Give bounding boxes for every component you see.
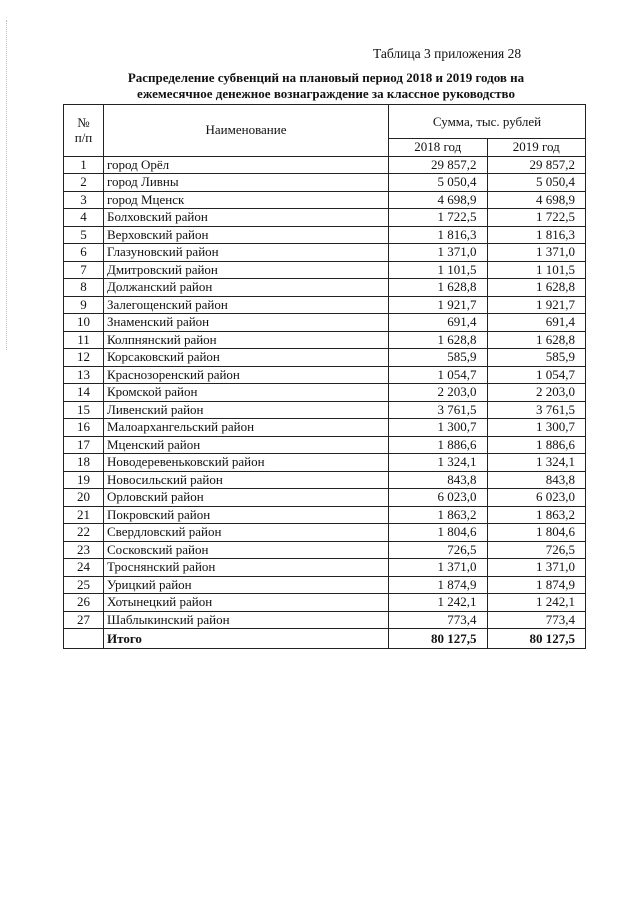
table-row (64, 279, 586, 297)
table-row (64, 541, 586, 559)
row-value-2019: 1 863,2 (487, 506, 586, 524)
row-number: 16 (64, 419, 104, 437)
row-name: Хотынецкий район (104, 594, 389, 612)
row-value-2018: 1 722,5 (389, 209, 488, 227)
row-number: 1 (64, 156, 104, 174)
row-name: город Орёл (104, 156, 389, 174)
row-number: 11 (64, 331, 104, 349)
table-row (64, 314, 586, 332)
row-name: Краснозоренский район (104, 366, 389, 384)
total-value-2019: 80 127,5 (487, 629, 586, 649)
row-value-2018: 726,5 (389, 541, 488, 559)
row-number: 8 (64, 279, 104, 297)
row-number: 20 (64, 489, 104, 507)
row-value-2018: 1 921,7 (389, 296, 488, 314)
row-value-2019: 6 023,0 (487, 489, 586, 507)
row-value-2018: 1 628,8 (389, 279, 488, 297)
row-number: 2 (64, 174, 104, 192)
row-value-2018: 1 300,7 (389, 419, 488, 437)
row-value-2018: 1 242,1 (389, 594, 488, 612)
row-value-2018: 585,9 (389, 349, 488, 367)
title-line-1: Распределение субвенций на плановый период 2018 и 2019 годов на (127, 70, 525, 85)
row-value-2019: 1 371,0 (487, 559, 586, 577)
row-number: 7 (64, 261, 104, 279)
row-value-2018: 843,8 (389, 471, 488, 489)
row-value-2018: 1 804,6 (389, 524, 488, 542)
table-row (64, 156, 586, 174)
row-name: Мценский район (104, 436, 389, 454)
row-value-2018: 29 857,2 (389, 156, 488, 174)
total-number-cell (64, 629, 104, 649)
row-value-2018: 1 628,8 (389, 331, 488, 349)
row-value-2018: 1 371,0 (389, 244, 488, 262)
table-row (64, 226, 586, 244)
row-name: город Мценск (104, 191, 389, 209)
row-number: 27 (64, 611, 104, 629)
row-name: Орловский район (104, 489, 389, 507)
row-value-2018: 1 816,3 (389, 226, 488, 244)
row-name: Ливенский район (104, 401, 389, 419)
row-name: Свердловский район (104, 524, 389, 542)
table-row (64, 576, 586, 594)
row-value-2019: 1 101,5 (487, 261, 586, 279)
row-name: Шаблыкинский район (104, 611, 389, 629)
table-row (64, 506, 586, 524)
row-value-2019: 1 628,8 (487, 279, 586, 297)
row-value-2019: 1 371,0 (487, 244, 586, 262)
row-name: Новосильский район (104, 471, 389, 489)
total-label: Итого (104, 629, 389, 649)
row-number: 13 (64, 366, 104, 384)
row-number: 23 (64, 541, 104, 559)
row-value-2019: 1 300,7 (487, 419, 586, 437)
table-row (64, 384, 586, 402)
row-name: Урицкий район (104, 576, 389, 594)
table-row (64, 559, 586, 577)
table-row (64, 471, 586, 489)
row-value-2018: 1 874,9 (389, 576, 488, 594)
row-number: 26 (64, 594, 104, 612)
table-row (64, 594, 586, 612)
row-number: 22 (64, 524, 104, 542)
row-number: 10 (64, 314, 104, 332)
document-title (60, 70, 592, 102)
row-name: Верховский район (104, 226, 389, 244)
table-row (64, 611, 586, 629)
table-row (64, 349, 586, 367)
row-value-2018: 1 101,5 (389, 261, 488, 279)
total-value-2018: 80 127,5 (389, 629, 488, 649)
row-value-2018: 2 203,0 (389, 384, 488, 402)
row-value-2018: 3 761,5 (389, 401, 488, 419)
row-value-2019: 1 242,1 (487, 594, 586, 612)
scan-margin-mark (6, 20, 8, 350)
row-number: 15 (64, 401, 104, 419)
row-number: 24 (64, 559, 104, 577)
table-row (64, 209, 586, 227)
header-row (64, 105, 586, 139)
table-body (64, 156, 586, 649)
row-name: Корсаковский район (104, 349, 389, 367)
row-name: Сосковский район (104, 541, 389, 559)
col-header-2018: 2018 год (389, 139, 488, 157)
row-number: 14 (64, 384, 104, 402)
row-name: Кромской район (104, 384, 389, 402)
row-value-2019: 726,5 (487, 541, 586, 559)
col-header-number-line2: п/п (74, 130, 93, 146)
table-row (64, 454, 586, 472)
row-number: 4 (64, 209, 104, 227)
table-row (64, 419, 586, 437)
row-value-2019: 1 816,3 (487, 226, 586, 244)
row-value-2019: 29 857,2 (487, 156, 586, 174)
col-header-sum: Сумма, тыс. рублей (389, 105, 586, 139)
row-name: Малоархангельский район (104, 419, 389, 437)
col-header-number-line1: № (77, 115, 90, 131)
row-number: 18 (64, 454, 104, 472)
row-value-2019: 1 722,5 (487, 209, 586, 227)
row-value-2019: 1 054,7 (487, 366, 586, 384)
row-number: 9 (64, 296, 104, 314)
row-name: Дмитровский район (104, 261, 389, 279)
row-name: город Ливны (104, 174, 389, 192)
row-value-2019: 3 761,5 (487, 401, 586, 419)
table-row (64, 296, 586, 314)
row-value-2018: 4 698,9 (389, 191, 488, 209)
row-value-2019: 1 874,9 (487, 576, 586, 594)
row-name: Должанский район (104, 279, 389, 297)
row-name: Новодеревеньковский район (104, 454, 389, 472)
row-number: 3 (64, 191, 104, 209)
row-value-2019: 773,4 (487, 611, 586, 629)
row-value-2019: 1 921,7 (487, 296, 586, 314)
table-row (64, 366, 586, 384)
row-number: 17 (64, 436, 104, 454)
table-row (64, 191, 586, 209)
row-name: Покровский район (104, 506, 389, 524)
row-value-2019: 1 628,8 (487, 331, 586, 349)
row-name: Болховский район (104, 209, 389, 227)
row-value-2018: 1 054,7 (389, 366, 488, 384)
subsidy-table (63, 104, 586, 649)
table-row (64, 244, 586, 262)
row-value-2018: 1 886,6 (389, 436, 488, 454)
row-name: Залегощенский район (104, 296, 389, 314)
row-value-2018: 691,4 (389, 314, 488, 332)
row-name: Колпнянский район (104, 331, 389, 349)
table-row (64, 174, 586, 192)
row-number: 12 (64, 349, 104, 367)
table-row (64, 436, 586, 454)
table-reference: Таблица 3 приложения 28 (373, 46, 522, 61)
table-row (64, 331, 586, 349)
title-line-2: ежемесячное денежное вознаграждение за классное руководство (137, 86, 515, 101)
row-value-2018: 6 023,0 (389, 489, 488, 507)
row-value-2019: 1 886,6 (487, 436, 586, 454)
row-value-2018: 1 863,2 (389, 506, 488, 524)
row-number: 25 (64, 576, 104, 594)
table-row (64, 489, 586, 507)
row-value-2019: 843,8 (487, 471, 586, 489)
table-row (64, 401, 586, 419)
row-value-2019: 1 324,1 (487, 454, 586, 472)
table-row (64, 261, 586, 279)
row-value-2019: 5 050,4 (487, 174, 586, 192)
row-value-2018: 773,4 (389, 611, 488, 629)
total-row (64, 629, 586, 649)
row-name: Знаменский район (104, 314, 389, 332)
row-value-2019: 4 698,9 (487, 191, 586, 209)
table-row (64, 524, 586, 542)
row-number: 21 (64, 506, 104, 524)
row-number: 6 (64, 244, 104, 262)
row-value-2019: 691,4 (487, 314, 586, 332)
row-value-2018: 5 050,4 (389, 174, 488, 192)
row-number: 5 (64, 226, 104, 244)
row-name: Троснянский район (104, 559, 389, 577)
row-name: Глазуновский район (104, 244, 389, 262)
col-header-2019: 2019 год (487, 139, 586, 157)
col-header-name: Наименование (104, 105, 389, 157)
row-value-2019: 2 203,0 (487, 384, 586, 402)
row-number: 19 (64, 471, 104, 489)
row-value-2018: 1 371,0 (389, 559, 488, 577)
col-header-number (64, 105, 104, 157)
row-value-2019: 585,9 (487, 349, 586, 367)
row-value-2018: 1 324,1 (389, 454, 488, 472)
row-value-2019: 1 804,6 (487, 524, 586, 542)
